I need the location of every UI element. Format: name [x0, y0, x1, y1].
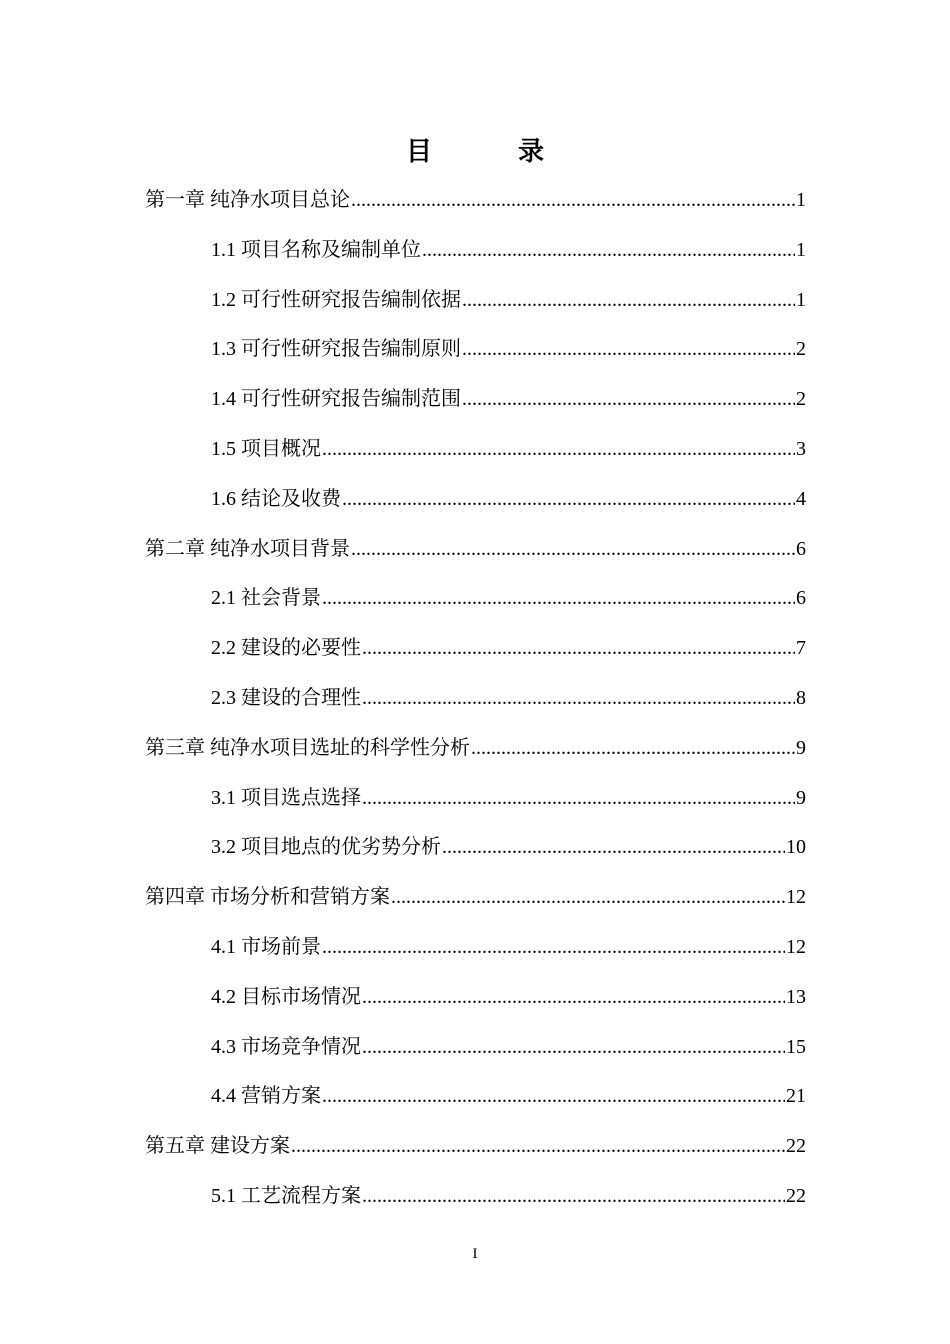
toc-entry-page-number[interactable]: 9 — [796, 786, 806, 809]
toc-entry-label[interactable]: 第二章 纯净水项目背景 — [145, 537, 350, 560]
toc-dot-leader — [362, 1023, 785, 1073]
toc-entry-page-number[interactable]: 6 — [796, 587, 806, 610]
toc-entry-label[interactable]: 第三章 纯净水项目选址的科学性分析 — [145, 736, 470, 759]
toc-entry-label[interactable]: 4.2 目标市场情况 — [211, 985, 361, 1008]
page-number: I — [472, 1246, 478, 1262]
toc-dot-leader — [422, 226, 795, 276]
toc-chapter-entry[interactable] — [145, 1122, 806, 1172]
toc-section-entry[interactable] — [145, 425, 806, 475]
toc-entry-label[interactable]: 4.1 市场前景 — [211, 935, 321, 958]
toc-entry-page-number[interactable]: 13 — [786, 985, 806, 1008]
toc-section-entry[interactable] — [145, 624, 806, 674]
toc-chapter-entry[interactable] — [145, 724, 806, 774]
toc-chapter-entry[interactable] — [145, 525, 806, 575]
toc-entry-label[interactable]: 5.1 工艺流程方案 — [211, 1184, 361, 1207]
toc-entry-page-number[interactable]: 1 — [796, 238, 806, 261]
toc-dot-leader — [351, 176, 795, 226]
toc-entry-label[interactable]: 第五章 建设方案 — [145, 1135, 290, 1158]
toc-entry-label[interactable]: 4.4 营销方案 — [211, 1085, 321, 1108]
toc-chapter-entry[interactable] — [145, 176, 806, 226]
toc-section-entry[interactable] — [145, 973, 806, 1023]
toc-section-entry[interactable] — [145, 823, 806, 873]
toc-entry-label[interactable]: 4.3 市场竞争情况 — [211, 1035, 361, 1058]
toc-entry-page-number[interactable]: 22 — [786, 1184, 806, 1207]
toc-entry-label[interactable]: 1.2 可行性研究报告编制依据 — [211, 288, 461, 311]
toc-dot-leader — [322, 1072, 785, 1122]
toc-dot-leader — [322, 425, 795, 475]
toc-dot-leader — [462, 325, 795, 375]
toc-section-entry[interactable] — [145, 1172, 806, 1222]
toc-title: 目 录 — [405, 137, 574, 166]
toc-entry-page-number[interactable]: 1 — [796, 288, 806, 311]
toc-section-entry[interactable] — [145, 1023, 806, 1073]
toc-entry-label[interactable]: 第四章 市场分析和营销方案 — [145, 886, 390, 909]
toc-dot-leader — [362, 624, 795, 674]
toc-dot-leader — [362, 1172, 785, 1222]
toc-entry-page-number[interactable]: 6 — [796, 537, 806, 560]
toc-chapter-entry[interactable] — [145, 873, 806, 923]
toc-entry-label[interactable]: 2.1 社会背景 — [211, 587, 321, 610]
toc-section-entry[interactable] — [145, 276, 806, 326]
toc-entry-page-number[interactable]: 22 — [786, 1135, 806, 1158]
toc-entry-page-number[interactable]: 12 — [786, 886, 806, 909]
toc-entry-label[interactable]: 1.5 项目概况 — [211, 437, 321, 460]
toc-entry-page-number[interactable]: 8 — [796, 686, 806, 709]
toc-section-entry[interactable] — [145, 375, 806, 425]
toc-section-entry[interactable] — [145, 674, 806, 724]
toc-section-entry[interactable] — [145, 1072, 806, 1122]
toc-entry-page-number[interactable]: 2 — [796, 338, 806, 361]
toc-dot-leader — [291, 1122, 785, 1172]
toc-section-entry[interactable] — [145, 574, 806, 624]
toc-entry-page-number[interactable]: 1 — [796, 189, 806, 211]
table-of-contents — [145, 176, 806, 1222]
toc-entry-page-number[interactable]: 12 — [786, 935, 806, 958]
toc-dot-leader — [442, 823, 785, 873]
toc-entry-label[interactable]: 1.1 项目名称及编制单位 — [211, 238, 421, 261]
toc-entry-page-number[interactable]: 4 — [796, 487, 806, 510]
toc-entry-page-number[interactable]: 9 — [796, 736, 806, 759]
toc-entry-page-number[interactable]: 2 — [796, 388, 806, 411]
toc-section-entry[interactable] — [145, 325, 806, 375]
toc-entry-page-number[interactable]: 3 — [796, 437, 806, 460]
toc-entry-label[interactable]: 2.3 建设的合理性 — [211, 686, 361, 709]
toc-section-entry[interactable] — [145, 226, 806, 276]
toc-entry-page-number[interactable]: 7 — [796, 637, 806, 660]
toc-dot-leader — [471, 724, 795, 774]
toc-entry-page-number[interactable]: 21 — [786, 1085, 806, 1108]
toc-dot-leader — [342, 475, 795, 525]
toc-entry-label[interactable]: 2.2 建设的必要性 — [211, 637, 361, 660]
toc-dot-leader — [362, 973, 785, 1023]
toc-dot-leader — [351, 525, 795, 575]
toc-dot-leader — [362, 774, 795, 824]
toc-dot-leader — [322, 923, 785, 973]
toc-entry-label[interactable]: 1.3 可行性研究报告编制原则 — [211, 338, 461, 361]
toc-dot-leader — [322, 574, 795, 624]
toc-entry-page-number[interactable]: 15 — [786, 1035, 806, 1058]
toc-entry-label[interactable]: 3.2 项目地点的优劣势分析 — [211, 836, 441, 859]
toc-section-entry[interactable] — [145, 475, 806, 525]
toc-dot-leader — [391, 873, 785, 923]
toc-dot-leader — [462, 276, 795, 326]
toc-dot-leader — [362, 674, 795, 724]
toc-section-entry[interactable] — [145, 774, 806, 824]
toc-entry-label[interactable]: 1.4 可行性研究报告编制范围 — [211, 388, 461, 411]
toc-entry-page-number[interactable]: 10 — [786, 836, 806, 859]
toc-entry-label[interactable]: 3.1 项目选点选择 — [211, 786, 361, 809]
toc-dot-leader — [462, 375, 795, 425]
toc-entry-label[interactable]: 第一章 纯净水项目总论 — [145, 189, 350, 211]
toc-section-entry[interactable] — [145, 923, 806, 973]
toc-entry-label[interactable]: 1.6 结论及收费 — [211, 487, 341, 510]
